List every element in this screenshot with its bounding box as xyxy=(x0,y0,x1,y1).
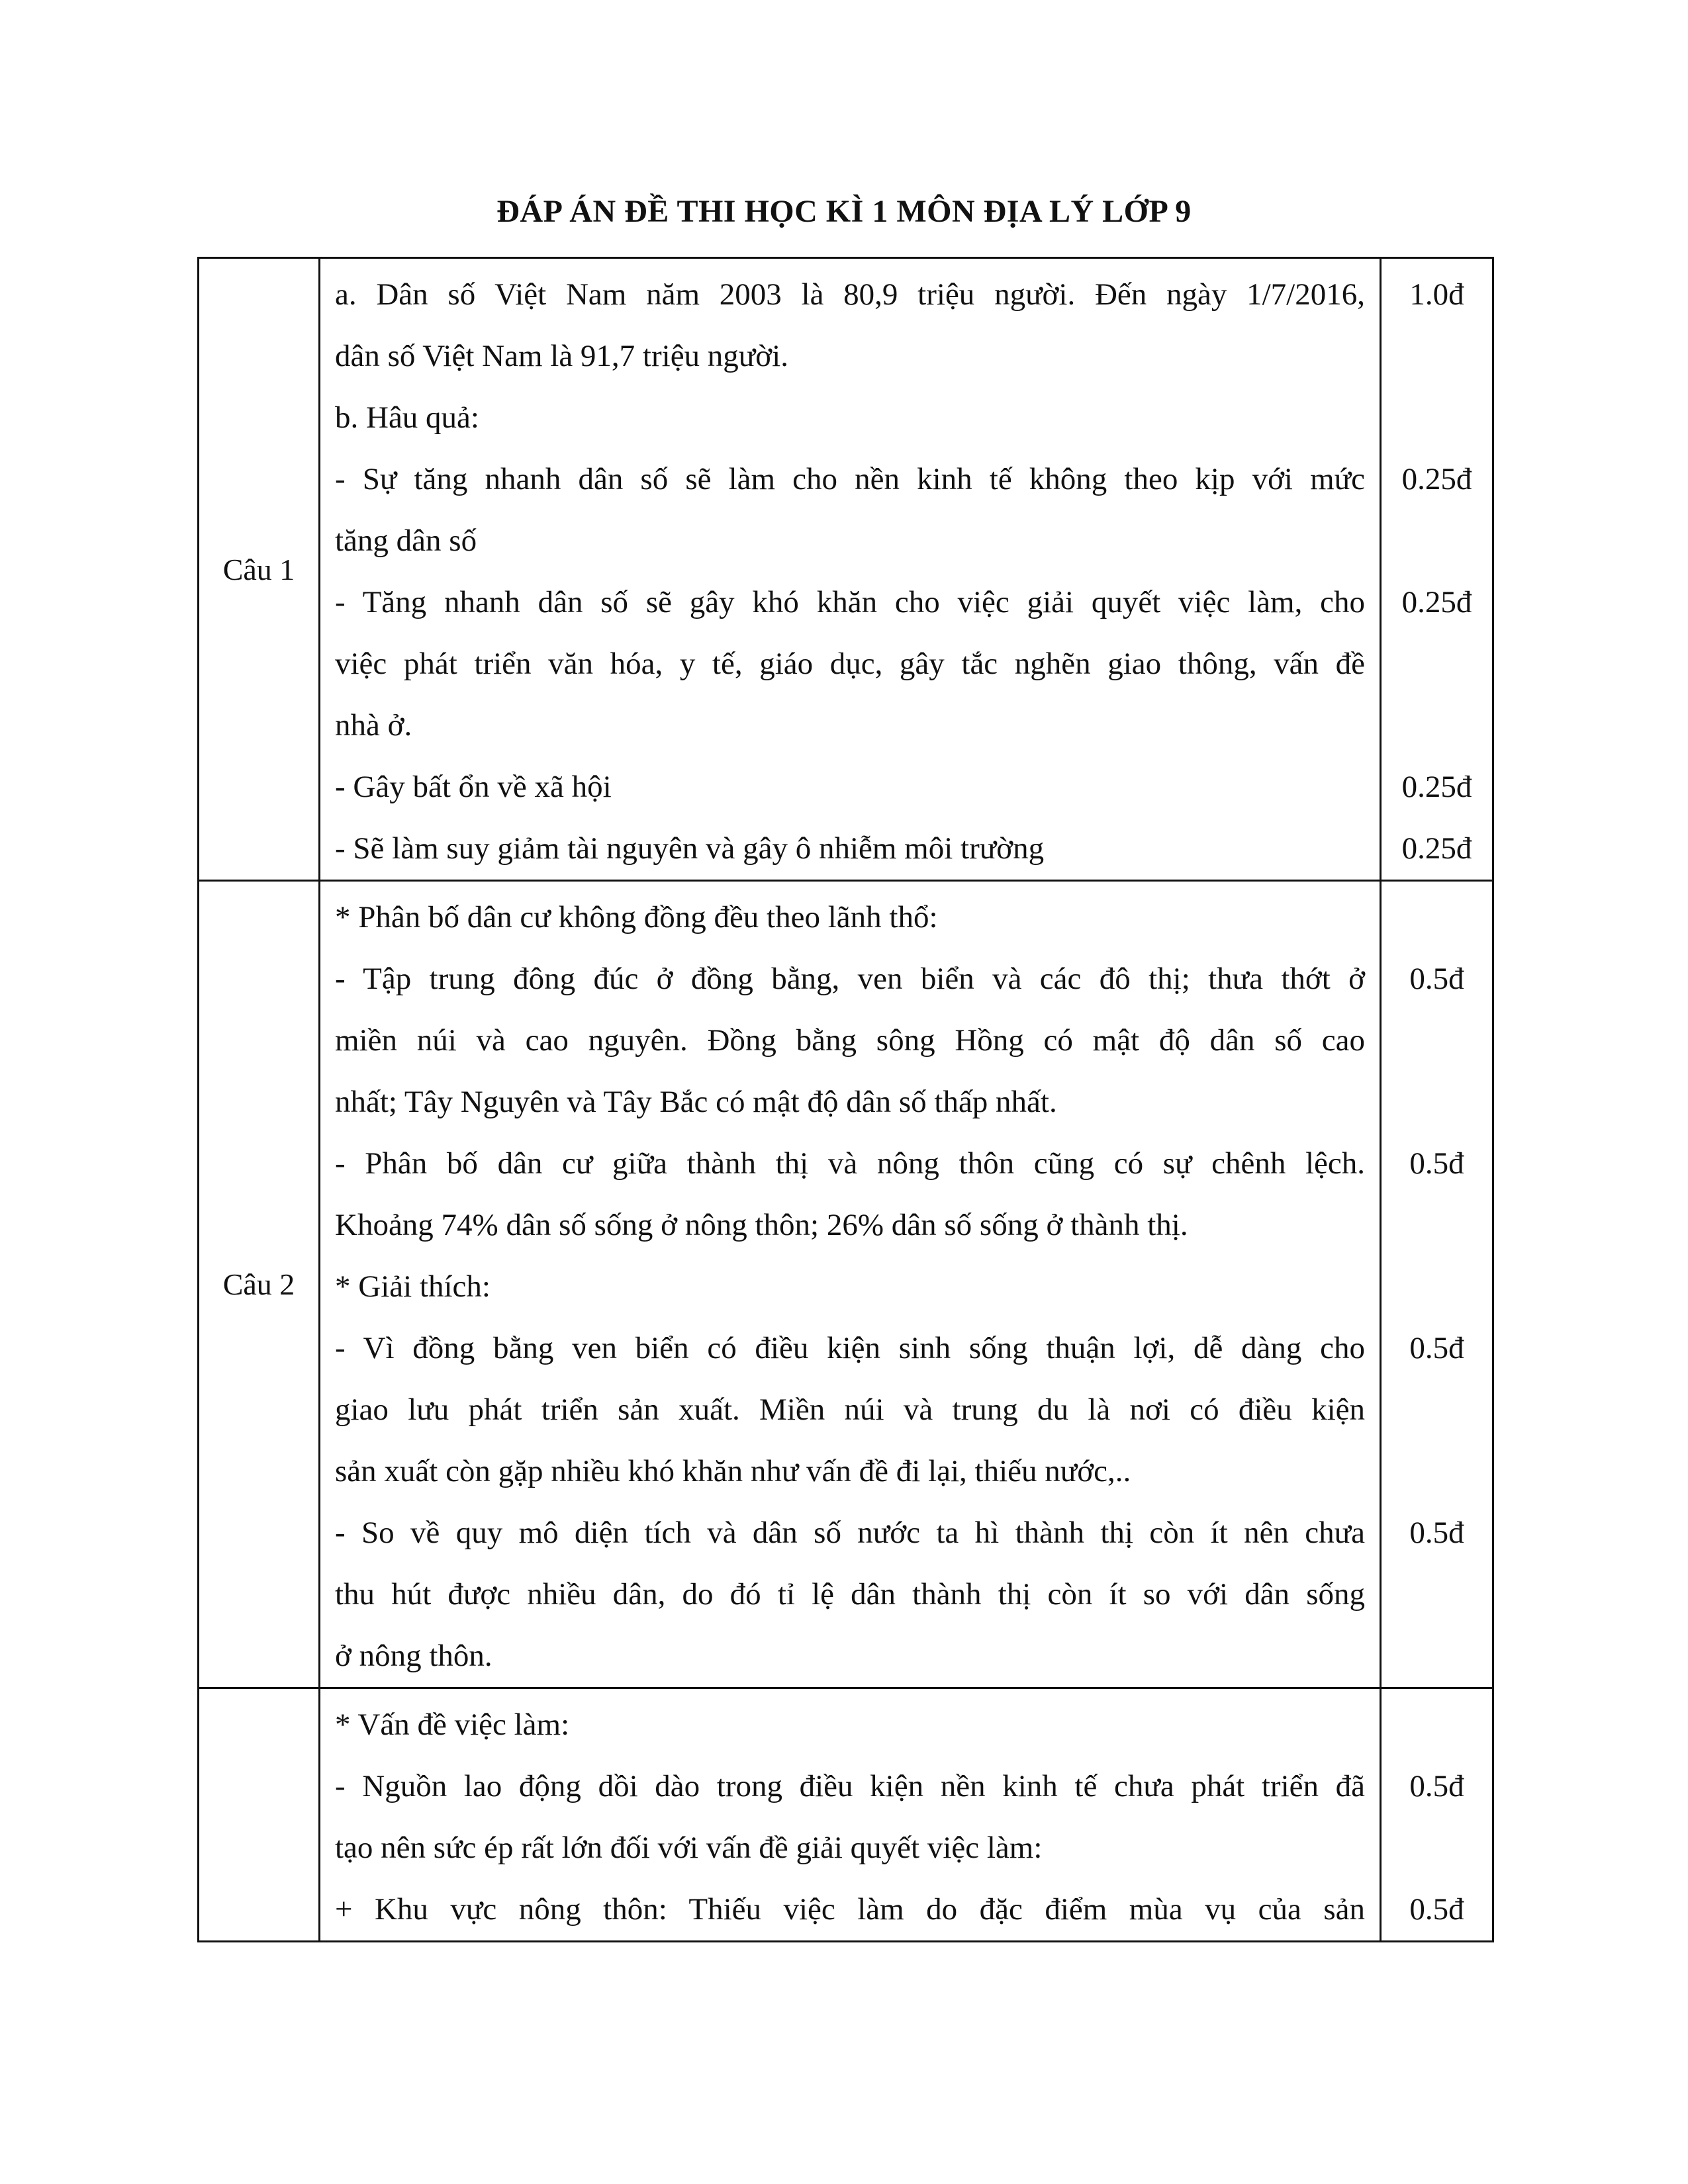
score-value xyxy=(1382,633,1492,695)
answer-line: - Vì đồng bằng ven biển có điều kiện sinh sống thuận lợi, dễ dàng cho xyxy=(335,1331,1365,1365)
question-row xyxy=(199,1688,1493,1942)
answer-line: - Gây bất ổn về xã hội xyxy=(335,770,612,804)
score-value: 0.25đ xyxy=(1401,462,1472,496)
score-value xyxy=(1382,1625,1492,1687)
answer-line: - Tập trung đông đúc ở đồng bằng, ven biển và các đô thị; thưa thớt ở xyxy=(335,962,1365,996)
answer-line: - Sự tăng nhanh dân số sẽ làm cho nền kinh tế không theo kịp với mức xyxy=(335,462,1365,496)
question-row xyxy=(199,881,1493,1688)
answer-line: tăng dân số xyxy=(335,523,477,558)
answer-line: * Giải thích: xyxy=(335,1269,491,1304)
score-column xyxy=(1381,881,1493,1688)
answer-line: miền núi và cao nguyên. Đồng bằng sông Hồng có mật độ dân số cao xyxy=(335,1023,1365,1058)
score-value: 0.5đ xyxy=(1409,962,1464,996)
answer-line: ở nông thôn. xyxy=(335,1639,492,1673)
page-title: ĐÁP ÁN ĐỀ THI HỌC KÌ 1 MÔN ĐỊA LÝ LỚP 9 xyxy=(496,194,1192,229)
answer-content xyxy=(320,881,1381,1688)
score-column xyxy=(1381,258,1493,881)
question-row xyxy=(199,258,1493,881)
answer-line: - Tăng nhanh dân số sẽ gây khó khăn cho việc giải quyết việc làm, cho xyxy=(335,585,1365,619)
answer-table xyxy=(197,257,1494,1942)
score-value xyxy=(1382,1564,1492,1625)
score-value xyxy=(1382,1817,1492,1879)
score-value xyxy=(1382,1195,1492,1256)
answer-line: sản xuất còn gặp nhiều khó khăn như vấn đề đi lại, thiếu nước,.. xyxy=(335,1454,1131,1488)
answer-line: việc phát triển văn hóa, y tế, giáo dục, gây tắc nghẽn giao thông, vấn đề xyxy=(335,647,1365,681)
score-value: 0.5đ xyxy=(1409,1331,1464,1365)
answer-line: b. Hâu quả: xyxy=(335,400,479,435)
score-value xyxy=(1382,1071,1492,1133)
score-value xyxy=(1382,1256,1492,1318)
score-value xyxy=(1382,387,1492,449)
question-label: Câu 1 xyxy=(199,258,320,881)
answer-line: dân số Việt Nam là 91,7 triệu người. xyxy=(335,339,788,373)
score-value: 0.25đ xyxy=(1401,831,1472,866)
score-value xyxy=(1382,1010,1492,1071)
answer-line: * Vấn đề việc làm: xyxy=(335,1707,570,1742)
question-label: Câu 2 xyxy=(199,881,320,1688)
question-label xyxy=(199,1688,320,1942)
score-value xyxy=(1382,1441,1492,1502)
answer-line: - Phân bố dân cư giữa thành thị và nông thôn cũng có sự chênh lệch. xyxy=(335,1146,1365,1181)
answer-line: - Nguồn lao động dồi dào trong điều kiện nền kinh tế chưa phát triển đã xyxy=(335,1769,1365,1803)
score-value: 0.25đ xyxy=(1401,585,1472,619)
answer-content xyxy=(320,1688,1381,1942)
answer-line: a. Dân số Việt Nam năm 2003 là 80,9 triệu người. Đến ngày 1/7/2016, xyxy=(335,277,1365,312)
score-value xyxy=(1382,510,1492,572)
score-value: 1.0đ xyxy=(1409,277,1464,312)
answer-line: - Sẽ làm suy giảm tài nguyên và gây ô nhiễm môi trường xyxy=(335,831,1045,866)
answer-line: nhà ở. xyxy=(335,708,412,743)
score-value xyxy=(1382,887,1492,948)
answer-line: * Phân bố dân cư không đồng đều theo lãnh thổ: xyxy=(335,900,938,934)
answer-content xyxy=(320,258,1381,881)
answer-line: + Khu vực nông thôn: Thiếu việc làm do đặc điểm mùa vụ của sản xyxy=(335,1892,1365,1927)
score-value xyxy=(1382,1694,1492,1756)
score-value xyxy=(1382,326,1492,387)
score-column xyxy=(1381,1688,1493,1942)
answer-line: giao lưu phát triển sản xuất. Miền núi và trung du là nơi có điều kiện xyxy=(335,1392,1365,1427)
answer-line: - So về quy mô diện tích và dân số nước ta hì thành thị còn ít nên chưa xyxy=(335,1516,1365,1550)
score-value: 0.5đ xyxy=(1409,1516,1464,1550)
score-value: 0.5đ xyxy=(1409,1146,1464,1181)
answer-line: Khoảng 74% dân số sống ở nông thôn; 26% dân số sống ở thành thị. xyxy=(335,1208,1188,1242)
answer-line: tạo nên sức ép rất lớn đối với vấn đề giải quyết việc làm: xyxy=(335,1831,1043,1865)
score-value: 0.5đ xyxy=(1409,1892,1464,1927)
answer-line: thu hút được nhiều dân, do đó tỉ lệ dân thành thị còn ít so với dân sống xyxy=(335,1577,1365,1612)
answer-table-body xyxy=(199,258,1493,1942)
answer-line: nhất; Tây Nguyên và Tây Bắc có mật độ dân số thấp nhất. xyxy=(335,1085,1057,1119)
score-value: 0.5đ xyxy=(1409,1769,1464,1803)
score-value: 0.25đ xyxy=(1401,770,1472,804)
score-value xyxy=(1382,1379,1492,1441)
score-value xyxy=(1382,695,1492,756)
